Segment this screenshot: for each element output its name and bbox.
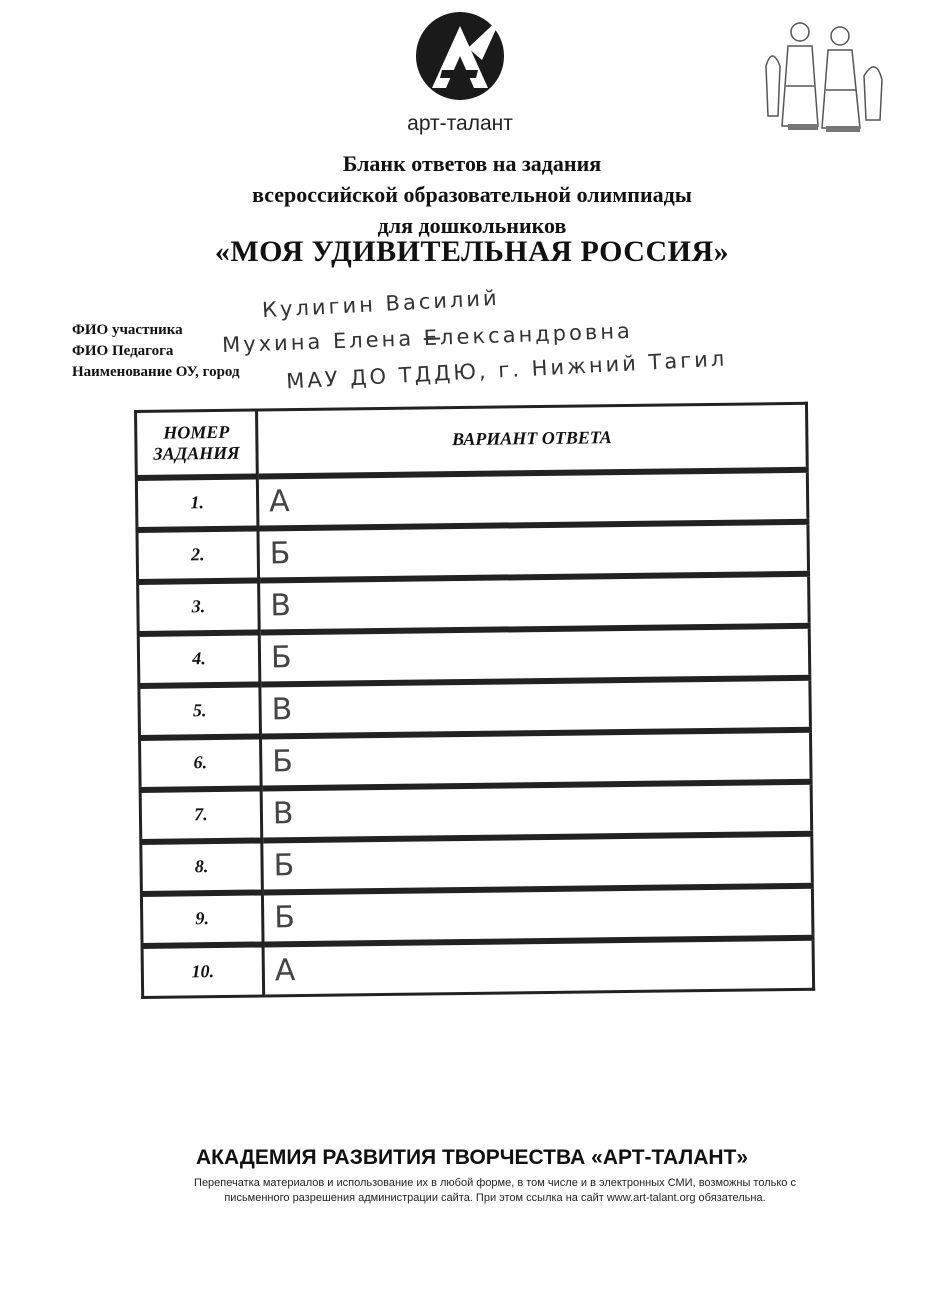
org-label: Наименование ОУ, город: [72, 364, 240, 380]
table-row: [141, 885, 813, 945]
answer-handwritten: А: [257, 469, 808, 528]
copyright-line-2: письменного разрешения администрации сайта. При этом ссылка на сайт www.art-talant.org обязательна.: [224, 1192, 766, 1204]
teacher-name-struck: Е: [423, 325, 441, 351]
task-number: 10.: [142, 944, 264, 997]
participant-name-handwritten: Кулигин Василий: [261, 285, 501, 323]
task-number: 8.: [141, 840, 263, 893]
table-row: [141, 833, 813, 893]
answer-handwritten: В: [261, 781, 812, 840]
table-row: [140, 781, 812, 841]
header-num-line-2: ЗАДАНИЯ: [153, 442, 240, 464]
copyright-notice: [120, 1176, 870, 1206]
answer-handwritten: Б: [262, 885, 813, 944]
task-number: 2.: [137, 528, 259, 581]
answer-table: [134, 402, 815, 999]
title-line-2: всероссийской образовательной олимпиады: [252, 182, 692, 207]
task-number: 6.: [140, 736, 262, 789]
teacher-label: ФИО Педагога: [72, 343, 174, 359]
participant-label: ФИО участника: [72, 322, 183, 338]
teacher-name-part: лександровна: [439, 318, 634, 350]
title-line-1: Бланк ответов на задания: [342, 151, 602, 176]
task-number: 4.: [138, 632, 260, 685]
answer-handwritten: В: [259, 573, 810, 632]
org-name-handwritten: МАУ ДО ТДДЮ, г. Нижний Тагил: [285, 346, 728, 394]
answer-variant-header: ВАРИАНТ ОТВЕТА: [257, 403, 808, 476]
footer-academy-name: АКАДЕМИЯ РАЗВИТИЯ ТВОРЧЕСТВА «АРТ-ТАЛАНТ»: [195, 1146, 749, 1169]
answer-handwritten: А: [263, 937, 814, 996]
olympiad-name: «МОЯ УДИВИТЕЛЬНАЯ РОССИЯ»: [214, 235, 730, 268]
task-number: 3.: [138, 580, 260, 633]
form-title: [0, 148, 944, 241]
table-row: [136, 469, 808, 529]
answer-handwritten: Б: [258, 521, 809, 580]
participant-info: [72, 320, 240, 383]
copyright-line-1: Перепечатка материалов и использование их в любой форме, в том числе и в электронных СМИ, возможны только с: [194, 1177, 796, 1189]
folk-figures-illustration: [752, 6, 890, 138]
header-num-line-1: НОМЕР: [163, 421, 230, 443]
teacher-name-part: Мухина Елена: [221, 326, 425, 358]
answer-handwritten: В: [260, 677, 811, 736]
task-number: 5.: [139, 684, 261, 737]
table-row: [142, 937, 814, 997]
teacher-name-handwritten: [222, 319, 633, 357]
table-header-row: [136, 403, 808, 477]
answer-handwritten: Б: [260, 729, 811, 788]
title-line-3: для дошкольников: [377, 213, 567, 238]
task-number: 7.: [140, 788, 262, 841]
brand-name: арт-талант: [407, 112, 513, 135]
table-row: [138, 573, 810, 633]
task-number: 9.: [141, 892, 263, 945]
table-row: [139, 677, 811, 737]
answer-handwritten: Б: [262, 833, 813, 892]
answer-handwritten: Б: [259, 625, 810, 684]
table-row: [138, 625, 810, 685]
task-number: 1.: [136, 476, 258, 529]
art-talant-logo-icon: [412, 8, 508, 108]
task-number-header: [136, 410, 258, 477]
table-row: [137, 521, 809, 581]
table-row: [140, 729, 812, 789]
